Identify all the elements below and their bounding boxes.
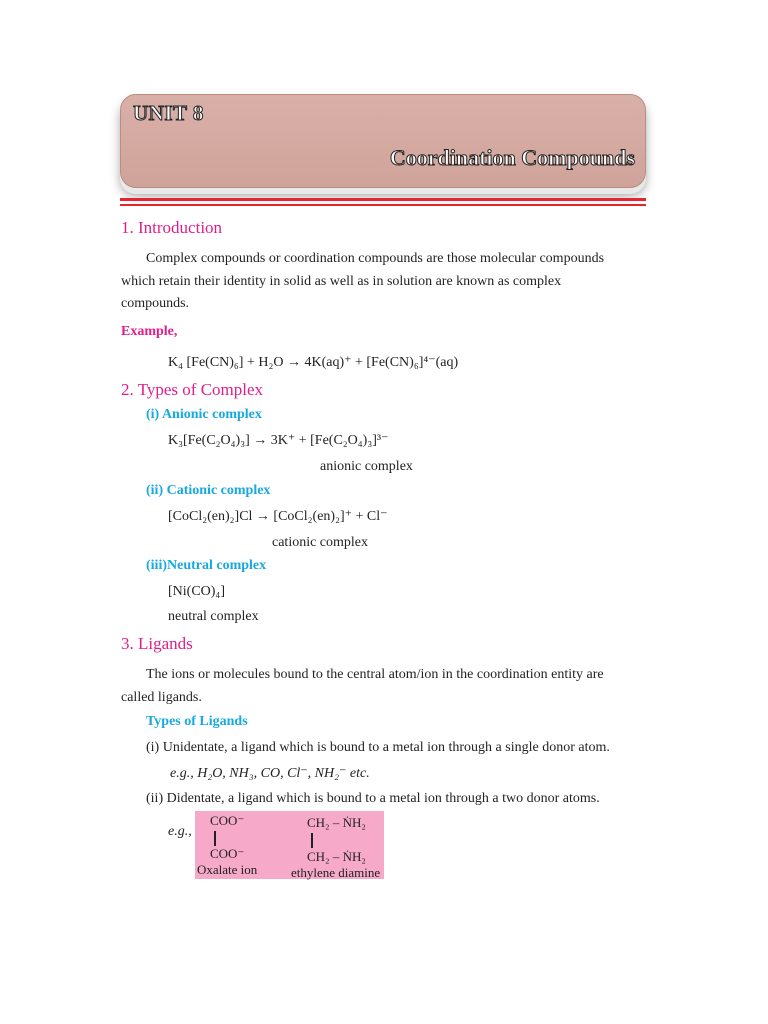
didentate-eg: e.g., <box>168 824 192 839</box>
chapter-title: Coordination Compounds <box>389 145 635 170</box>
en-caption: ethylene diamine <box>291 865 381 880</box>
anionic-caption: anionic complex <box>320 459 413 474</box>
heading-types-of-complex: 2. Types of Complex <box>121 380 264 399</box>
intro-line: compounds. <box>121 296 190 311</box>
neutral-equation: [Ni(CO)₄] <box>168 584 225 599</box>
example-equation: K₄ [Fe(CN)₆] + H₂O → 4K(aq)⁺ + [Fe(CN)₆]⁴⁻(aq) <box>168 355 459 370</box>
neutral-label: (iii)Neutral complex <box>146 558 267 573</box>
intro-line: which retain their identity in solid as well as in solution are known as complex <box>121 274 562 289</box>
intro-line: Complex compounds or coordination compounds are those molecular compounds <box>146 251 605 266</box>
unit-banner <box>120 94 646 188</box>
anionic-equation: K₃[Fe(C₂O₄)₃] → 3K⁺ + [Fe(C₂O₄)₃]³⁻ <box>168 433 389 448</box>
en-top: CH₂ – ṄH₂ <box>307 815 366 830</box>
heading-introduction: 1. Introduction <box>121 218 223 237</box>
oxalate-bottom: COO⁻ <box>210 846 245 861</box>
cationic-label: (ii) Cationic complex <box>146 483 271 498</box>
unidentate-example: e.g., H₂O, NH₃, CO, Cl⁻, NH₂⁻ etc. <box>170 766 370 781</box>
ligands-line: The ions or molecules bound to the central atom/ion in the coordination entity are <box>146 667 604 682</box>
neutral-caption: neutral complex <box>168 609 259 624</box>
ligand-structures-box <box>195 811 384 879</box>
divider-rule <box>120 198 646 201</box>
divider-rule <box>120 204 646 206</box>
heading-ligands: 3. Ligands <box>121 634 193 653</box>
bond-line <box>214 831 216 846</box>
anionic-label: (i) Anionic complex <box>146 407 262 422</box>
didentate-line: (ii) Didentate, a ligand which is bound to a metal ion through a two donor atoms. <box>146 791 600 806</box>
ligands-line: called ligands. <box>121 690 202 705</box>
example-label: Example, <box>121 324 178 339</box>
bond-line <box>311 833 313 848</box>
en-bottom: CH₂ – ṄH₂ <box>307 849 366 864</box>
unit-label: UNIT 8 <box>133 101 204 125</box>
unidentate-line: (i) Unidentate, a ligand which is bound to a metal ion through a single donor atom. <box>146 740 610 755</box>
oxalate-caption: Oxalate ion <box>197 862 258 877</box>
cationic-caption: cationic complex <box>272 535 369 550</box>
types-of-ligands-label: Types of Ligands <box>146 714 248 729</box>
cationic-equation: [CoCl₂(en)₂]Cl → [CoCl₂(en)₂]⁺ + Cl⁻ <box>168 509 388 524</box>
oxalate-top: COO⁻ <box>210 813 245 828</box>
